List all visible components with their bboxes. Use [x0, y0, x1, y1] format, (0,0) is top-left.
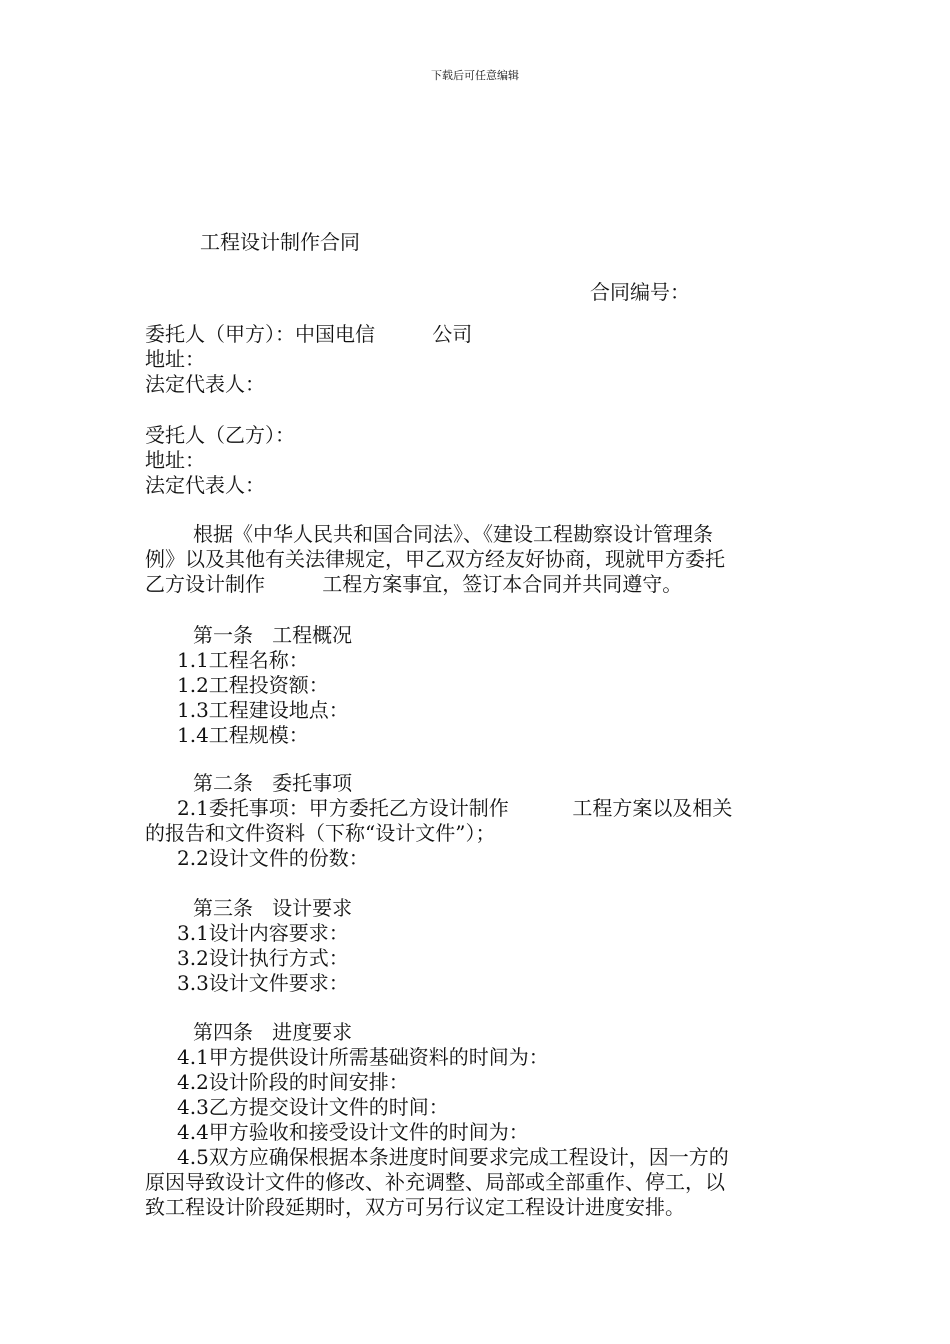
preamble-line: 乙方设计制作 工程方案事宜，签订本合同并共同遵守。 [145, 572, 683, 596]
article-item: 1.2工程投资额： [177, 673, 329, 697]
article-heading: 第四条 进度要求 [193, 1020, 353, 1044]
party-a-address: 地址： [145, 347, 205, 371]
contract-title: 工程设计制作合同 [200, 230, 360, 254]
contract-number-label: 合同编号： [590, 280, 690, 304]
article-item: 4.4甲方验收和接受设计文件的时间为： [177, 1120, 529, 1144]
article-item: 1.1工程名称： [177, 648, 309, 672]
party-b-name: 受托人（乙方）： [145, 423, 295, 447]
article-item: 4.1甲方提供设计所需基础资料的时间为： [177, 1045, 549, 1069]
article-item: 4.5双方应确保根据本条进度时间要求完成工程设计，因一方的 [177, 1145, 729, 1169]
party-a-representative: 法定代表人： [145, 372, 265, 396]
preamble-line: 根据《中华人民共和国合同法》、《建设工程勘察设计管理条 [193, 522, 713, 546]
article-item: 4.3乙方提交设计文件的时间： [177, 1095, 449, 1119]
party-a-name: 委托人（甲方）：中国电信 公司 [145, 322, 473, 346]
article-item: 1.3工程建设地点： [177, 698, 349, 722]
article-2 [145, 771, 810, 871]
article-item-continuation: 致工程设计阶段延期时，双方可另行议定工程设计进度安排。 [145, 1195, 685, 1219]
article-heading: 第二条 委托事项 [193, 771, 353, 795]
preamble-paragraph [145, 522, 810, 597]
article-item-continuation: 原因导致设计文件的修改、补充调整、局部或全部重作、停工，以 [145, 1170, 725, 1194]
article-item: 2.2设计文件的份数： [177, 846, 369, 870]
article-item: 2.1委托事项：甲方委托乙方设计制作 工程方案以及相关 [177, 796, 733, 820]
article-heading: 第一条 工程概况 [193, 623, 353, 647]
party-a-block [145, 322, 810, 397]
article-3 [145, 896, 810, 996]
article-4 [145, 1020, 810, 1220]
article-item: 1.4工程规模： [177, 723, 309, 747]
party-b-representative: 法定代表人： [145, 473, 265, 497]
article-item: 3.2设计执行方式： [177, 946, 349, 970]
page-header-note: 下载后可任意编辑 [431, 69, 519, 82]
party-b-address: 地址： [145, 448, 205, 472]
article-item-continuation: 的报告和文件资料（下称“设计文件”）； [145, 821, 496, 845]
article-1 [145, 623, 810, 748]
preamble-line: 例》以及其他有关法律规定，甲乙双方经友好协商，现就甲方委托 [145, 547, 725, 571]
party-b-block [145, 423, 810, 498]
article-item: 3.3设计文件要求： [177, 971, 349, 995]
article-heading: 第三条 设计要求 [193, 896, 353, 920]
article-item: 3.1设计内容要求： [177, 921, 349, 945]
article-item: 4.2设计阶段的时间安排： [177, 1070, 409, 1094]
